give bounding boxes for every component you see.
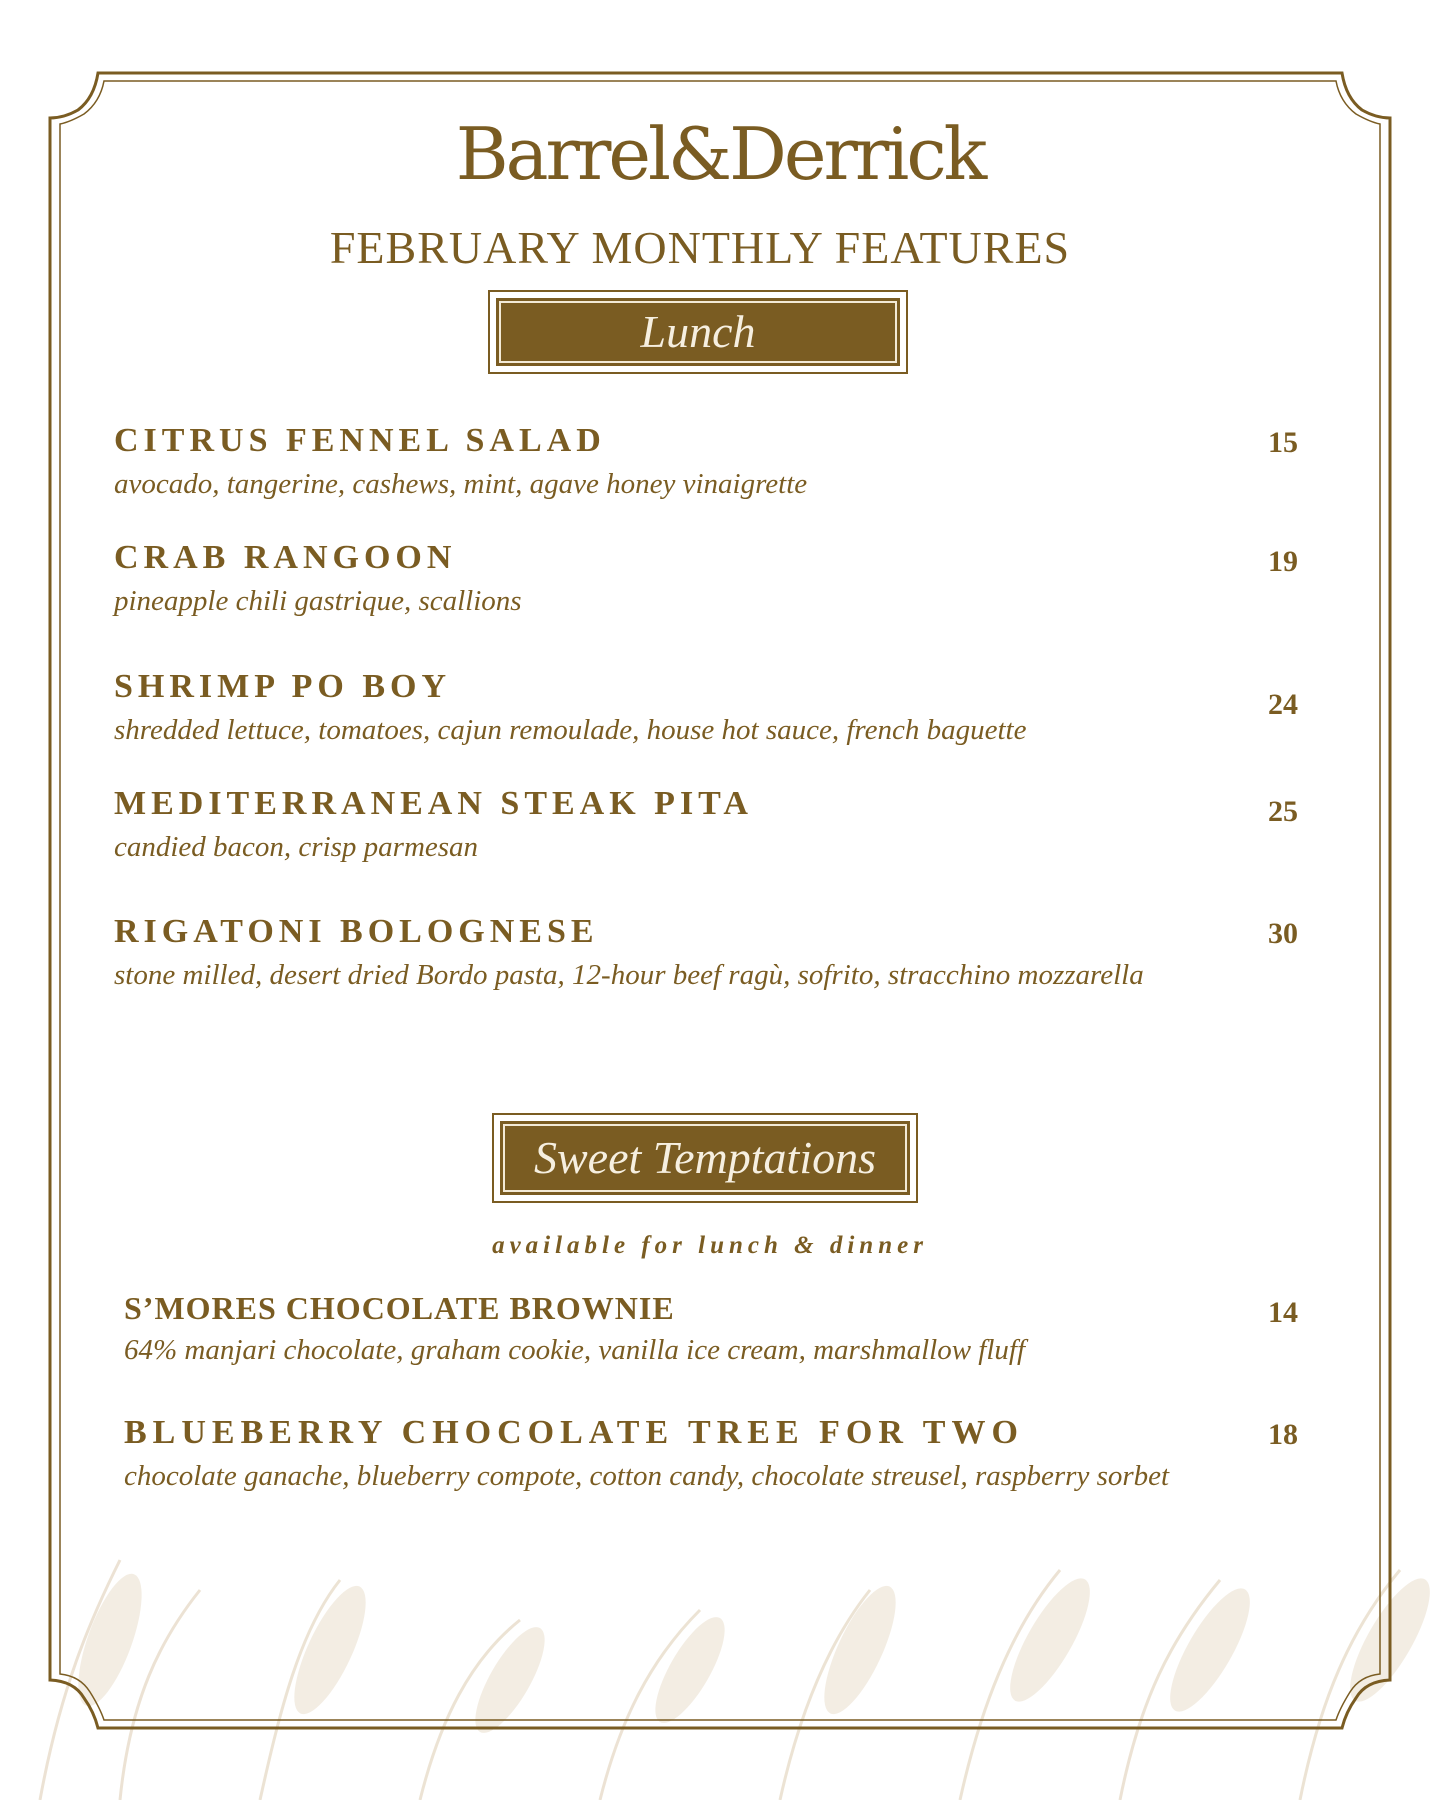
menu-item-price: 19 [1268,545,1298,578]
menu-item [114,541,1294,616]
menu-item-description: stone milled, desert dried Bordo pasta, 12-hour beef ragù, sofrito, stracchino mozzarella [114,959,1144,991]
menu-item-name: MEDITERRANEAN STEAK PITA [114,785,753,822]
menu-item-description: chocolate ganache, blueberry compote, cotton candy, chocolate streusel, raspberry sorbet [124,1460,1170,1492]
menu-item-name: BLUEBERRY CHOCOLATE TREE FOR TWO [124,1414,1024,1451]
menu-item [114,424,1294,499]
menu-item [114,670,1294,745]
menu-item [114,787,1294,862]
lunch-section-badge: Lunch [496,298,900,366]
menu-item [124,1292,1304,1365]
menu-item-price: 25 [1268,795,1298,828]
page-subtitle: FEBRUARY MONTHLY FEATURES [329,222,1071,273]
menu-item-name: CRAB RANGOON [114,539,457,576]
menu-item-description: pineapple chili gastrique, scallions [114,585,522,617]
menu-item-description: 64% manjari chocolate, graham cookie, vanilla ice cream, marshmallow fluff [124,1334,1026,1366]
menu-item-name: CITRUS FENNEL SALAD [114,422,606,459]
menu-item [124,1416,1304,1491]
menu-item-description: avocado, tangerine, cashews, mint, agave honey vinaigrette [114,468,808,500]
sweet-section-badge: Sweet Temptations [500,1121,910,1195]
menu-item-price: 18 [1268,1418,1298,1451]
menu-item-name: SHRIMP PO BOY [114,668,452,705]
menu-item-price: 30 [1268,917,1298,950]
brand-title: Barrel&Derrick [455,112,985,196]
menu-item-name: RIGATONI BOLOGNESE [114,913,599,950]
menu-item-description: shredded lettuce, tomatoes, cajun remoulade, house hot sauce, french baguette [114,714,1027,746]
menu-item-price: 24 [1268,688,1298,721]
menu-item-name: S’MORES CHOCOLATE BROWNIE [124,1290,675,1326]
menu-item-description: candied bacon, crisp parmesan [114,831,479,863]
menu-item-price: 15 [1268,426,1298,459]
availability-note: available for lunch & dinner [492,1232,928,1259]
menu-item [114,915,1294,990]
menu-item-price: 14 [1268,1296,1298,1329]
